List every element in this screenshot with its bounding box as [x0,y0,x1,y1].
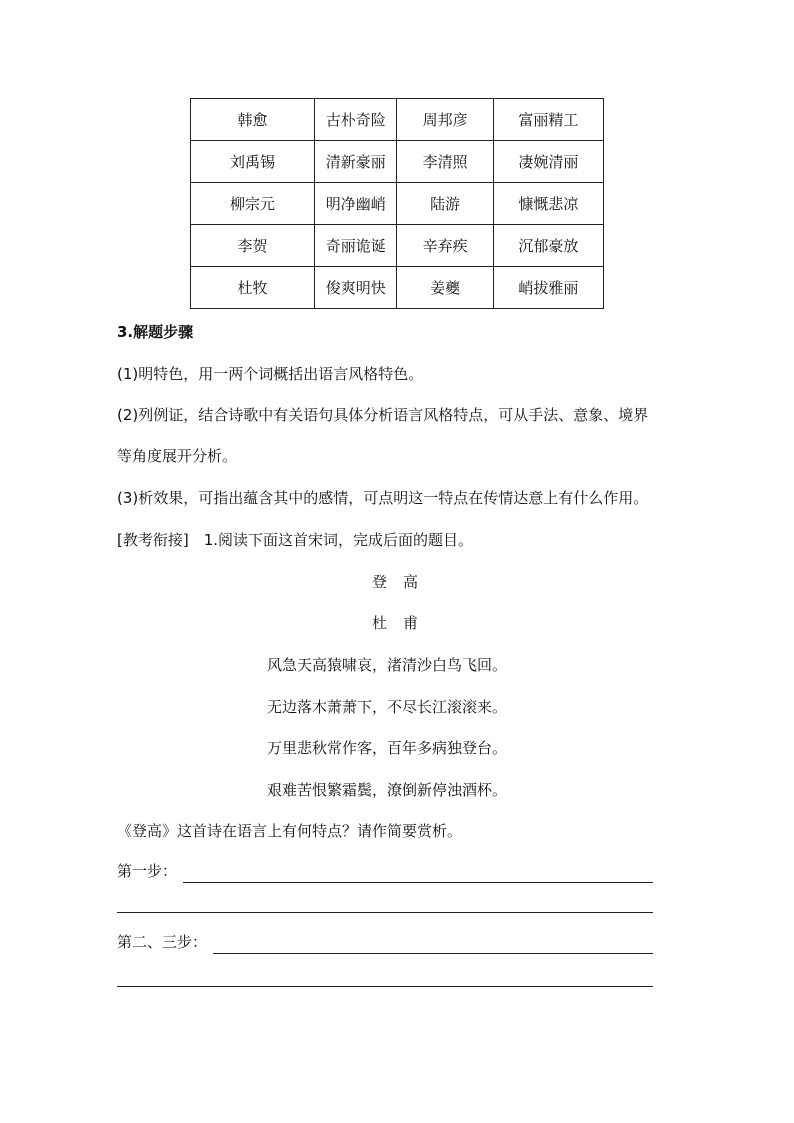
table-cell-poet-name: 刘禹锡 [191,141,315,183]
table-cell-poet-name: 杜牧 [191,267,315,309]
table-cell-poet-name: 姜夔 [397,267,493,309]
answer-blank-line[interactable] [117,986,653,987]
table-cell-style-description: 富丽精工 [493,99,603,141]
table-cell-style-description: 清新豪丽 [315,141,397,183]
table-cell-poet-name: 周邦彦 [397,99,493,141]
question-text: 《登高》这首诗在语言上有何特点？请作简要赏析。 [117,822,463,840]
table-row [191,225,604,267]
table-row [191,267,604,309]
answer-row-step23 [117,932,653,954]
table-cell-style-description: 凄婉清丽 [493,141,603,183]
answer-blank-step1[interactable] [183,882,653,883]
poem-title: 登高 [371,573,434,591]
table-cell-poet-name: 李贺 [191,225,315,267]
table-cell-style-description: 峭拔雅丽 [493,267,603,309]
table-cell-style-description: 慷慨悲凉 [493,183,603,225]
step-2-text-line2: 等角度展开分析。 [117,447,238,465]
table-row [191,141,604,183]
step-3-text: (3)析效果，可指出蕴含其中的感情，可点明这一特点在传情达意上有什么作用。 [117,489,649,507]
table-cell-poet-name: 韩愈 [191,99,315,141]
poem-line-3: 万里悲秋常作客，百年多病独登台。 [266,739,507,757]
table-cell-style-description: 奇丽诡诞 [315,225,397,267]
poet-style-table [190,98,604,309]
step-1-text: (1)明特色，用一两个词概括出语言风格特色。 [117,365,424,383]
table-cell-poet-name: 柳宗元 [191,183,315,225]
answer-blank-step23[interactable] [213,953,653,954]
table-cell-style-description: 沉郁豪放 [493,225,603,267]
poem-line-1: 风急天高猿啸哀，渚清沙白鸟飞回。 [266,656,507,674]
table-cell-poet-name: 陆游 [397,183,493,225]
answer-row-step1 [117,861,653,883]
exercise-intro: [教考衔接] 1.阅读下面这首宋词，完成后面的题目。 [117,531,474,549]
table-row [191,99,604,141]
answer-label-step1: 第一步： [117,862,178,880]
table-cell-poet-name: 李清照 [397,141,493,183]
poem-author: 杜甫 [371,614,434,632]
table-row [191,183,604,225]
table-cell-style-description: 明净幽峭 [315,183,397,225]
poem-line-2: 无边落木萧萧下，不尽长江滚滚来。 [266,698,507,716]
section-heading: 3.解题步骤 [117,323,194,341]
step-2-text-line1: (2)列例证，结合诗歌中有关语句具体分析语言风格特点，可从手法、意象、境界 [117,406,649,424]
table-cell-poet-name: 辛弃疾 [397,225,493,267]
answer-label-step23: 第二、三步： [117,933,208,951]
table-cell-style-description: 俊爽明快 [315,267,397,309]
poem-line-4: 艰难苦恨繁霜鬓，潦倒新停浊酒杯。 [266,781,507,799]
table-cell-style-description: 古朴奇险 [315,99,397,141]
answer-blank-line[interactable] [117,912,653,913]
